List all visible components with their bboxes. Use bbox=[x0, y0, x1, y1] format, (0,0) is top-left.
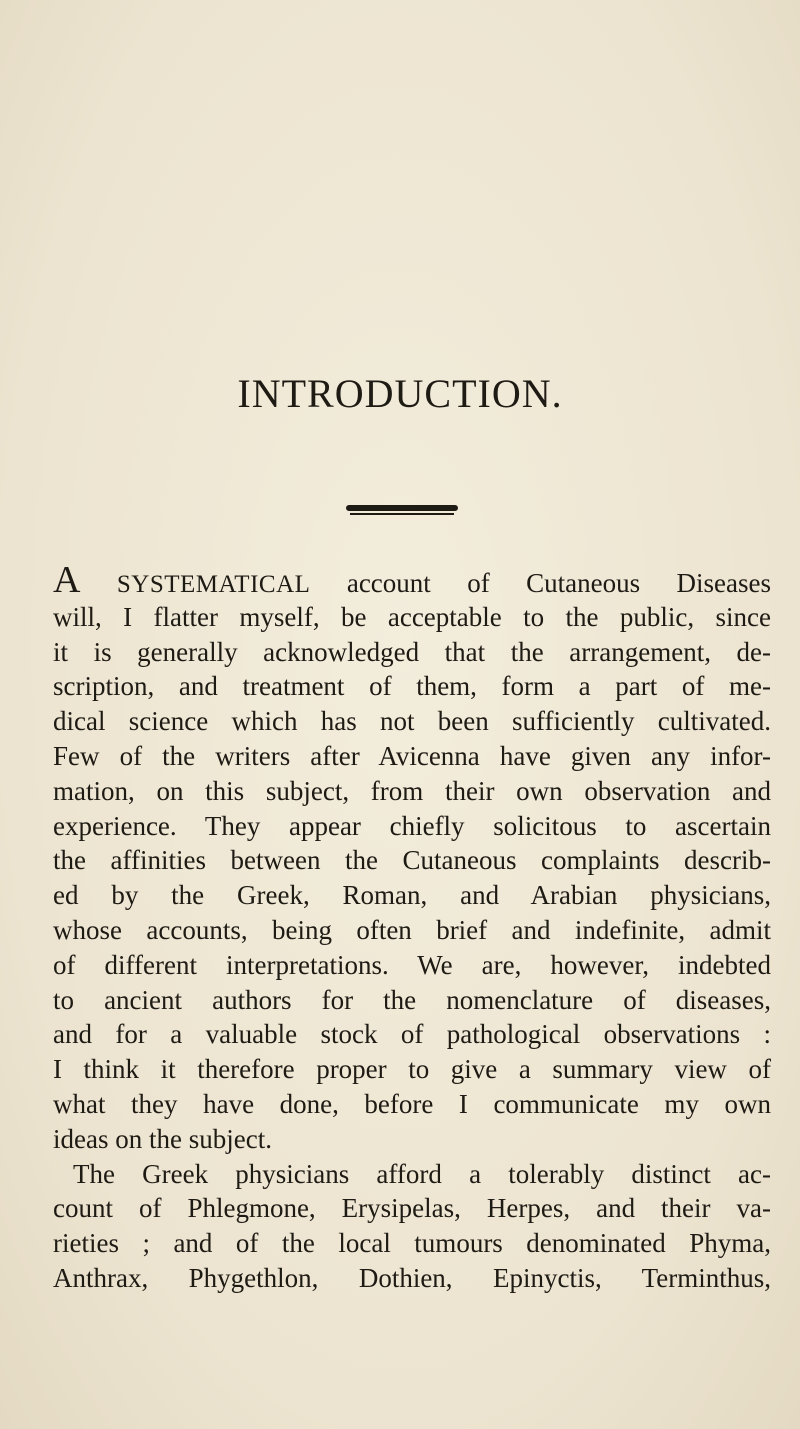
text-line: mation, on this subject, from their own observation and bbox=[53, 775, 771, 806]
text-line: to ancient authors for the nomenclature of diseases, bbox=[53, 984, 771, 1015]
text-line: scription, and treatment of them, form a part of me- bbox=[53, 671, 771, 702]
text-line: rieties ; and of the local tumours denominated Phyma, bbox=[53, 1228, 771, 1259]
drop-cap: A bbox=[53, 559, 81, 601]
text-line: dical science which has not been sufficiently cultivated. bbox=[53, 706, 771, 737]
text-line-1-rest: account of Cutaneous Diseases bbox=[310, 568, 772, 598]
text-line: Anthrax, Phygethlon, Dothien, Epinyctis, Terminthus, bbox=[53, 1262, 771, 1293]
ornamental-rule bbox=[346, 505, 458, 516]
text-line: of different interpretations. We are, however, indebted bbox=[53, 949, 771, 980]
first-word: SYSTEMATICAL bbox=[116, 571, 311, 598]
text-line: what they have done, before I communicate my own bbox=[53, 1088, 771, 1119]
text-line: whose accounts, being often brief and indefinite, admit bbox=[53, 914, 771, 945]
text-line: ed by the Greek, Roman, and Arabian physicians, bbox=[53, 880, 771, 911]
text-line-1 bbox=[53, 559, 772, 601]
text-line: experience. They appear chiefly solicitous to ascertain bbox=[53, 810, 771, 841]
text-line: and for a valuable stock of pathological observations : bbox=[53, 1019, 771, 1050]
chapter-heading: INTRODUCTION. bbox=[237, 371, 563, 416]
text-line: I think it therefore proper to give a summary view of bbox=[53, 1054, 771, 1085]
text-line: will, I flatter myself, be acceptable to the public, since bbox=[53, 601, 771, 632]
text-line: The Greek physicians afford a tolerably distinct ac- bbox=[73, 1158, 771, 1189]
rule-thick-line bbox=[346, 505, 458, 511]
text-line: the affinities between the Cutaneous complaints describ- bbox=[53, 845, 771, 876]
text-line: count of Phlegmone, Erysipelas, Herpes, and their va- bbox=[53, 1193, 771, 1224]
text-line: it is generally acknowledged that the arrangement, de- bbox=[53, 636, 771, 667]
text-line: Few of the writers after Avicenna have given any infor- bbox=[53, 740, 771, 771]
rule-thin-line bbox=[350, 513, 454, 515]
body-text bbox=[53, 559, 772, 1296]
text-line: ideas on the subject. bbox=[53, 1123, 272, 1154]
